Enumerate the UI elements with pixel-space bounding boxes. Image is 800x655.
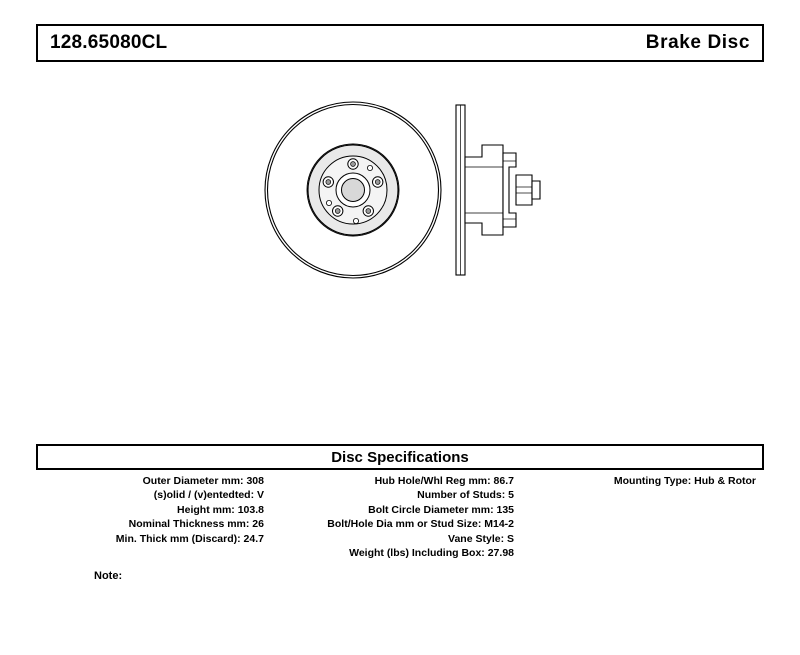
spec-row: Vane Style: S	[448, 532, 514, 545]
spec-row: Mounting Type: Hub & Rotor	[613, 475, 756, 487]
spec-columns	[36, 474, 764, 560]
spec-row: Bolt/Hole Dia mm or Stud Size: M14-2	[327, 518, 514, 531]
spec-row: Min. Thick mm (Discard): 24.7	[115, 532, 264, 545]
spec-row: Outer Diameter mm: 308	[142, 475, 264, 487]
note-label: Note:	[94, 570, 123, 582]
spec-title-bar	[36, 444, 764, 470]
part-number: 128.65080CL	[50, 32, 168, 53]
spec-row: Height mm: 103.8	[177, 503, 264, 516]
spec-column-right	[522, 474, 764, 488]
note-row	[36, 570, 764, 582]
spec-column-left	[36, 474, 272, 546]
spec-row: Hub Hole/Whl Reg mm: 86.7	[374, 475, 514, 487]
spec-row: Number of Studs: 5	[417, 489, 514, 502]
spec-title: Disc Specifications	[331, 448, 469, 466]
spec-row: Nominal Thickness mm: 26	[128, 518, 264, 531]
spec-row: Weight (lbs) Including Box: 27.98	[349, 547, 514, 560]
product-type: Brake Disc	[645, 32, 750, 53]
header-bar	[36, 24, 764, 62]
spec-column-middle	[272, 474, 522, 560]
spec-row: Bolt Circle Diameter mm: 135	[368, 503, 514, 516]
brake-disc-illustration	[260, 95, 550, 285]
spec-row: (s)olid / (v)entedted: V	[153, 489, 264, 502]
